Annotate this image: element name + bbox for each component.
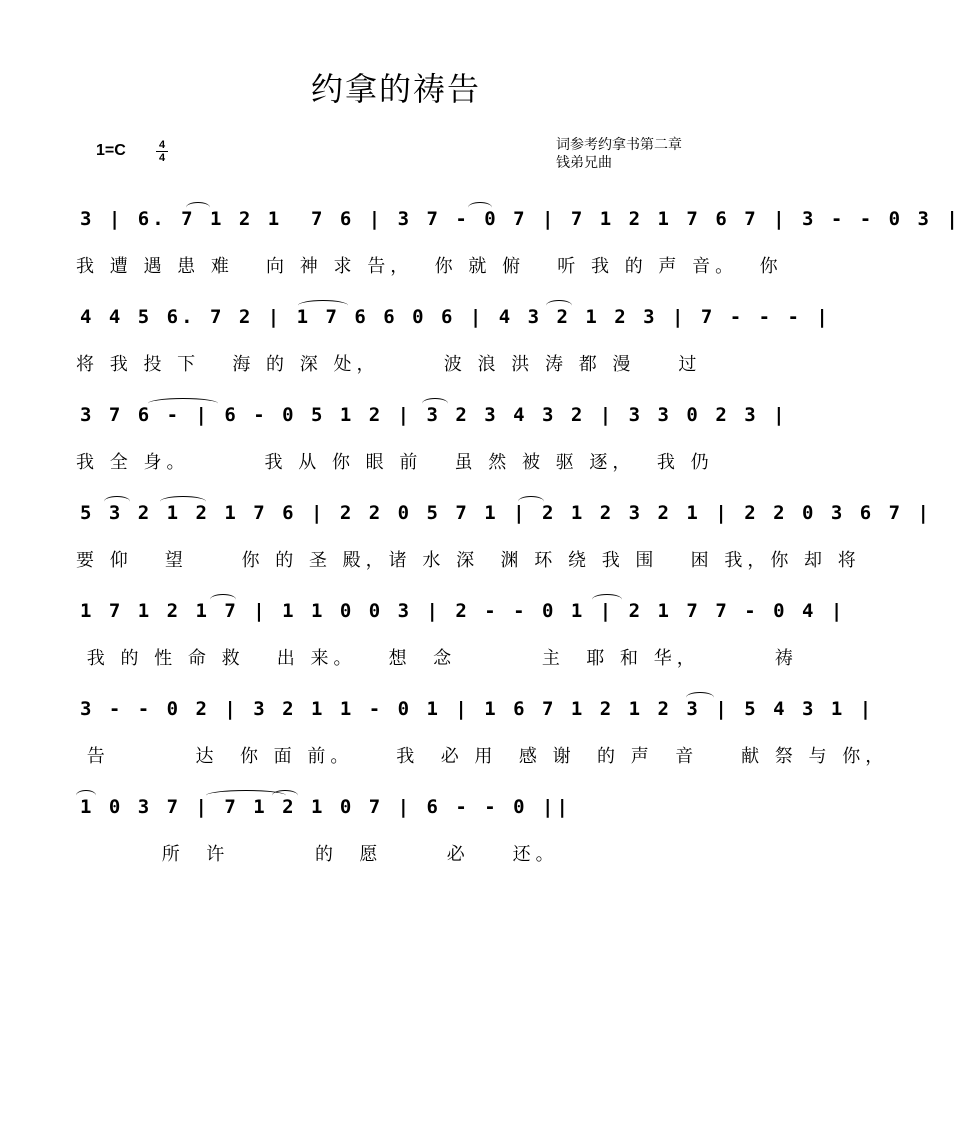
slur-mark	[210, 594, 236, 605]
slur-mark	[104, 496, 130, 507]
music-credit: 钱弟兄曲	[556, 155, 612, 171]
score-line-5	[76, 582, 846, 680]
lyrics-row: 所 许 的 愿 必 还。	[76, 844, 559, 865]
slur-mark	[686, 692, 714, 703]
key-signature: 1=C	[96, 142, 126, 159]
notation-row: 3 7 6 - | 6 - 0 5 1 2 | 3 2 3 4 3 2 | 3 3 0 2 3 |	[80, 404, 788, 426]
lyrics-row: 将 我 投 下 海 的 深 处， 波 浪 洪 涛 都 漫 过	[76, 354, 702, 375]
slur-mark	[160, 496, 206, 507]
score-line-2	[76, 288, 831, 386]
lyrics-row: 我 全 身。 我 从 你 眼 前 虽 然 被 驱 逐， 我 仍	[76, 452, 714, 473]
credits	[556, 136, 682, 172]
slur-mark	[468, 202, 492, 213]
song-title: 约拿的祷告	[310, 70, 481, 108]
notation-row: 1 7 1 2 1 7 | 1 1 0 0 3 | 2 - - 0 1 | 2 1 7 7 - 0 4 |	[80, 600, 846, 622]
lyrics-credit: 词参考约拿书第二章	[556, 137, 682, 153]
notation-row: 1 0 3 7 | 7 1 2 1 0 7 | 6 - - 0 ||	[80, 796, 571, 818]
lyrics-row: 我 的 性 命 救 出 来。 想 念 主 耶 和 华， 祷	[76, 648, 798, 669]
slur-mark	[76, 790, 96, 801]
score-line-4	[76, 484, 932, 582]
slur-mark	[272, 790, 298, 801]
lyrics-row: 告 达 你 面 前。 我 必 用 感 谢 的 声 音 献 祭 与 你，	[76, 746, 889, 767]
slur-mark	[592, 594, 622, 605]
score-line-6	[76, 680, 889, 778]
notation-row: 3 | 6. 7 1 2 1 7 6 | 3 7 - 0 7 | 7 1 2 1 7 6 7 | 3 - - 0 3 |	[80, 208, 961, 230]
notation-row: 5 3 2 1 2 1 7 6 | 2 2 0 5 7 1 | 2 1 2 3 2 1 | 2 2 0 3 6 7 |	[80, 502, 932, 524]
score	[76, 190, 961, 876]
score-line-7	[76, 778, 716, 876]
slur-mark	[186, 202, 210, 213]
time-signature-bottom: 4	[158, 152, 166, 164]
score-line-1	[76, 190, 961, 288]
score-line-3	[76, 386, 788, 484]
notation-row: 3 - - 0 2 | 3 2 1 1 - 0 1 | 1 6 7 1 2 1 2 3 | 5 4 3 1 |	[80, 698, 875, 720]
lyrics-row: 要 仰 望 你 的 圣 殿，诸 水 深 渊 环 绕 我 围 困 我，你 却 将	[76, 550, 861, 571]
time-signature	[156, 139, 168, 164]
lyrics-row: 我 遭 遇 患 难 向 神 求 告， 你 就 俯 听 我 的 声 音。 你	[76, 256, 783, 277]
slur-mark	[298, 300, 348, 311]
slur-mark	[546, 300, 572, 311]
slur-mark	[148, 398, 218, 409]
slur-mark	[518, 496, 544, 507]
notation-row: 4 4 5 6. 7 2 | 1 7 6 6 0 6 | 4 3 2 1 2 3 | 7 - - - |	[80, 306, 831, 328]
slur-mark	[422, 398, 448, 409]
time-signature-top: 4	[158, 139, 166, 151]
